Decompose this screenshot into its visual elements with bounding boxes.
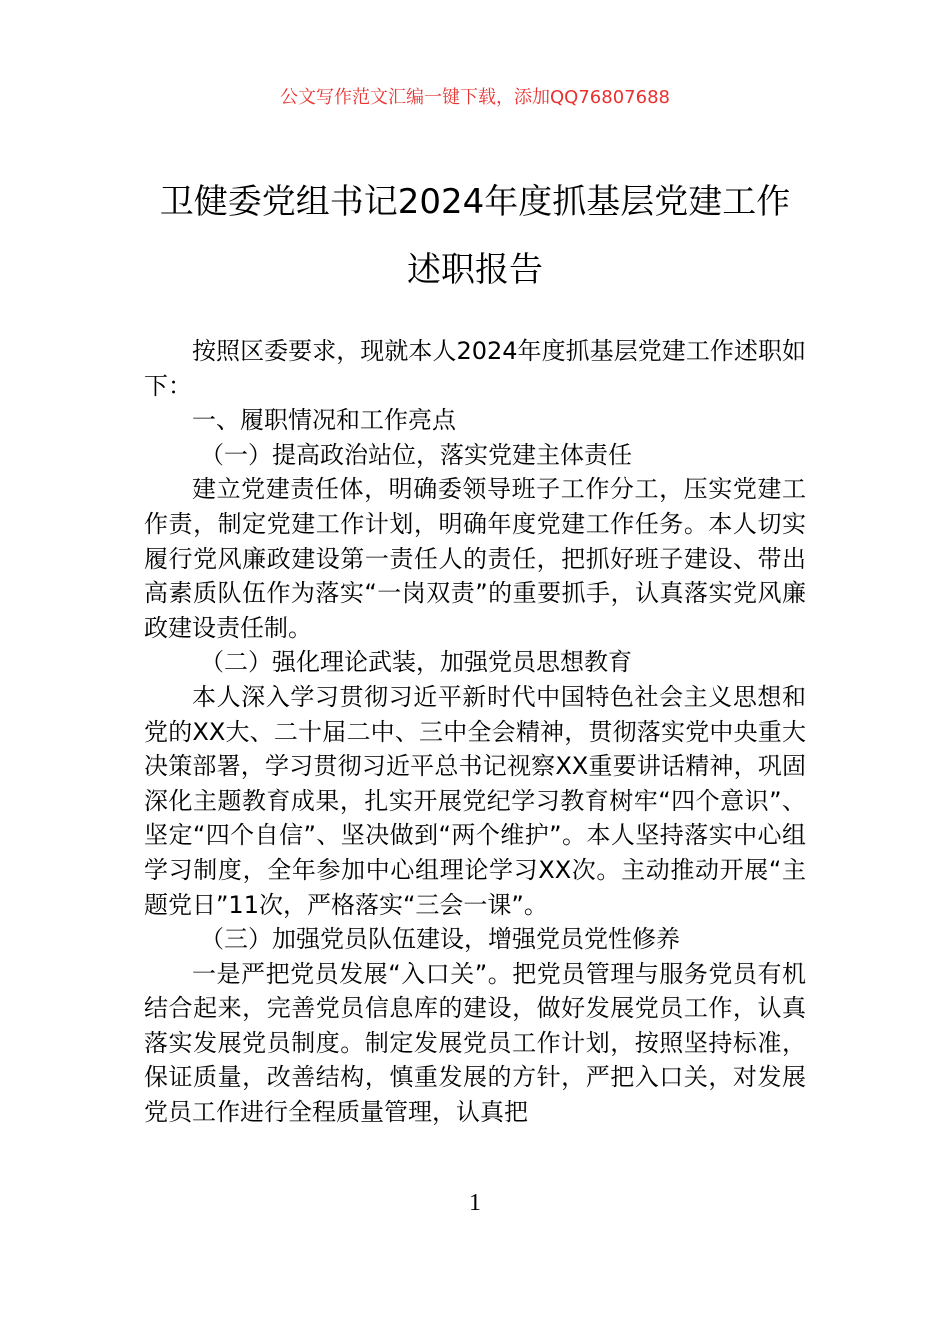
body-paragraph-3: 一是严把党员发展“入口关”。把党员管理与服务党员有机结合起来，完善党员信息库的建设，做好发展党员工作，认真落实发展党员制度。制定发展党员工作计划，按照坚持标准，保证质量，改善结构，慎重发展的方针，严把入口关，对发展党员工作进行全程质量管理，认真把 — [144, 959, 806, 1127]
intro-paragraph: 按照区委要求，现就本人2024年度抓基层党建工作述职如下： — [144, 337, 806, 400]
title-line-2: 述职报告 — [407, 250, 543, 290]
document-title — [140, 168, 810, 304]
subsection-heading-2: （二）强化理论武装，加强党员思想教育 — [200, 648, 632, 677]
document-body — [144, 334, 806, 1130]
subsection-heading-1: （一）提高政治站位，落实党建主体责任 — [200, 440, 632, 469]
page-number: 1 — [469, 1190, 481, 1216]
title-line-1: 卫健委党组书记2024年度抓基层党建工作 — [159, 182, 791, 222]
body-paragraph-2: 本人深入学习贯彻习近平新时代中国特色社会主义思想和党的XX大、二十届二中、三中全会精神，贯彻落实党中央重大决策部署，学习贯彻习近平总书记视察XX重要讲话精神，巩固深化主题教育成果，扎实开展党纪学习教育树牢“四个意识”、坚定“四个自信”、坚决做到“两个维护”。本人坚持落实中心组学习制度，全年参加中心组理论学习XX次。主动推动开展“主题党日”11次，严格落实“三会一课”。 — [144, 682, 806, 919]
body-paragraph-1: 建立党建责任体，明确委领导班子工作分工，压实党建工作责，制定党建工作计划，明确年度党建工作任务。本人切实履行党风廉政建设第一责任人的责任，把抓好班子建设、带出高素质队伍作为落实“一岗双责”的重要抓手，认真落实党风廉政建设责任制。 — [144, 475, 806, 642]
download-notice: 公文写作范文汇编一键下载，添加QQ76807688 — [280, 87, 670, 108]
section-heading: 一、履职情况和工作亮点 — [192, 406, 456, 435]
subsection-heading-3: （三）加强党员队伍建设，增强党员党性修养 — [200, 925, 680, 954]
